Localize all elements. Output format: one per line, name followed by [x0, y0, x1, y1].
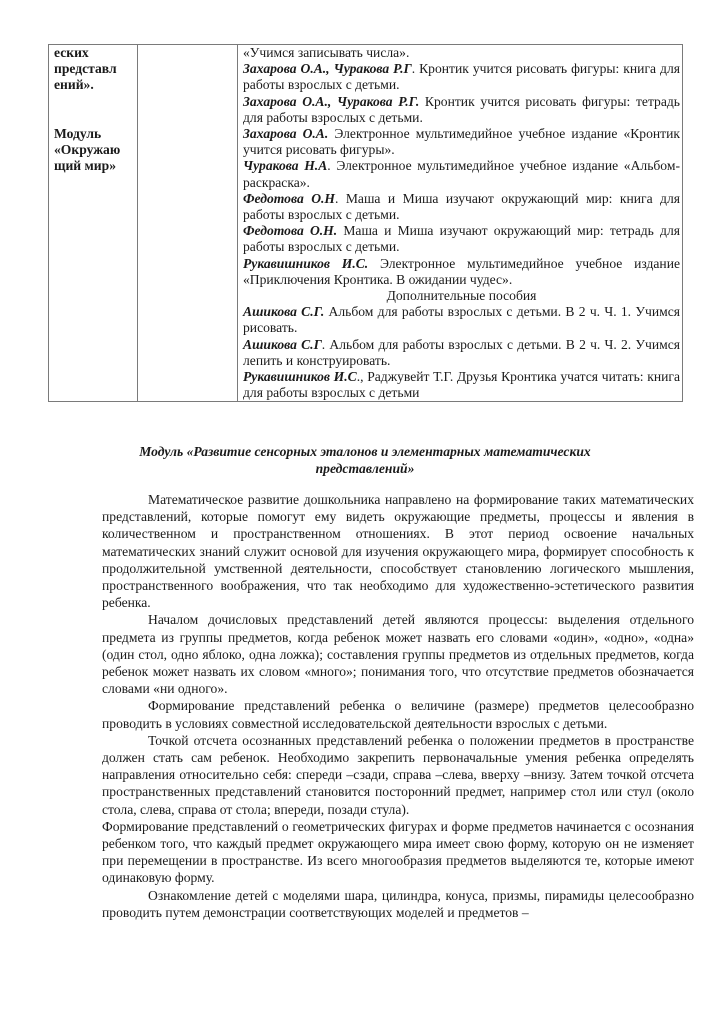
section-body [102, 491, 694, 921]
entry-author: Ашикова С.Г. [243, 304, 325, 320]
entry-text: . Альбом для работы взрослых с детьми. В 2 ч. Ч. 2. Учимся лепить и конструировать. [243, 336, 680, 368]
literature-entry [243, 369, 680, 401]
entry-text: Электронное мультимедийное учебное издание «Кронтик учится рисовать фигуры». [243, 126, 680, 158]
module-name-line: представл [54, 61, 117, 77]
entry-text: «Учимся записывать числа». [243, 45, 410, 60]
paragraph: Формирование представлений о геометрических фигурах и форме предметов начинается с осознания ребенком того, что каждый предмет окружающего мира имеет свою форму, которую он не изменяет при перемещении в пространстве. Из всего многообразия предметов выделяются те, которые имеют одинаковую форму. [102, 818, 694, 886]
entry-text: Альбом для работы взрослых с детьми. В 2 ч. Ч. 1. Учимся рисовать. [243, 304, 680, 336]
entry-text: . Электронное мультимедийное учебное издание «Альбом-раскраска». [243, 158, 680, 190]
entry-text: . Кронтик учится рисовать фигуры: книга для работы взрослых с детьми. [243, 61, 681, 93]
module-name-line: «Окружаю [54, 141, 121, 157]
entry-author: Чуракова Н.А [243, 158, 328, 174]
module-name-line: Модуль [54, 125, 102, 141]
literature-entry [243, 191, 680, 223]
entry-author: Захарова О.А., Чуракова Р.Г. [243, 93, 420, 109]
module-name-line: еских [54, 45, 89, 60]
paragraph: Началом дочисловых представлений детей являются процессы: выделения отдельного предмета из группы предметов, когда ребенок может назвать его словами «один», «одно», «одна» (один стол, одно яблоко, одна ложка); составления группы предметов из отдельных предметов, когда ребенок может назвать их словом «много»; понимания того, что отсутствие предметов обозначается словами «ни одного». [102, 612, 694, 697]
spacer [54, 94, 135, 126]
entry-text: Маша и Миша изучают окружающий мир: тетрадь для работы взрослых с детьми. [243, 223, 680, 255]
literature-entry [243, 61, 680, 93]
entry-author: Захарова О.А. [243, 126, 329, 142]
table-row [49, 45, 683, 402]
entry-author: Федотова О.Н. [243, 223, 338, 239]
module-name-line: щий мир» [54, 158, 116, 174]
literature-entry [243, 158, 680, 190]
literature-list-cell [238, 45, 683, 402]
entry-text: Кронтик учится рисовать фигуры: тетрадь для работы взрослых с детьми. [243, 93, 681, 125]
entry-author: Федотова О.Н [243, 190, 335, 206]
entry-author: Рукавишников И.С [243, 369, 357, 385]
entry-author: Захарова О.А., Чуракова Р.Г [243, 61, 412, 77]
paragraph: Точкой отсчета осознанных представлений ребенка о положении предметов в пространстве должен стать сам ребенок. Необходимо закрепить первоначальные умения ребенка определять направления относительно себя: спереди –сзади, справа –слева, вверху –внизу. Затем точкой отсчета пространственных представлений становится посторонний предмет, например стол или стул (около стола, слева, справа от стола; впереди, позади стула). [102, 732, 694, 817]
additional-materials-heading: Дополнительные пособия [386, 288, 537, 304]
paragraph: Формирование представлений ребенка о величине (размере) предметов целесообразно проводить в условиях совместной исследовательской деятельности взрослых с детьми. [102, 698, 694, 731]
empty-cell [138, 45, 238, 402]
literature-entry [243, 126, 680, 158]
literature-entry [243, 45, 680, 61]
literature-entry [243, 223, 680, 255]
literature-table [48, 44, 683, 402]
literature-entry [243, 304, 680, 336]
entry-text: Электронное мультимедийное учебное издание «Приключения Кронтика. В ожидании чудес». [243, 255, 681, 287]
entry-text: . Маша и Миша изучают окружающий мир: книга для работы взрослых с детьми. [243, 190, 680, 223]
literature-entry [243, 337, 680, 369]
paragraph: Математическое развитие дошкольника направлено на формирование таких математических представлений, которые помогут ему видеть окружающие предметы, процессы и явления в количественном и пространственном отношениях. В этот период освоение начальных математических знаний служит основой для изучения окружающего мира, формирует способность к продолжительной умственной деятельности, способствует становлению логического мышления, пространственного воображения, что так необходимо для художественно-эстетического развития ребенка. [102, 492, 694, 611]
module-name-line: ений». [54, 77, 94, 93]
entry-author: Рукавишников И.С. [243, 255, 369, 271]
literature-entry [243, 94, 680, 126]
paragraph: Ознакомление детей с моделями шара, цилиндра, конуса, призмы, пирамиды целесообразно проводить путем демонстрации соответствующих моделей и предметов – [102, 887, 694, 920]
section-title: Модуль «Развитие сенсорных эталонов и элементарных математических представлений» [139, 444, 591, 476]
literature-entry [243, 256, 680, 288]
entry-author: Ашикова С.Г [243, 336, 322, 352]
entry-text: ., Раджувейт Т.Г. Друзья Кронтика учатся читать: книга для работы взрослых с детьми [243, 369, 680, 401]
module-name-cell [49, 45, 138, 402]
